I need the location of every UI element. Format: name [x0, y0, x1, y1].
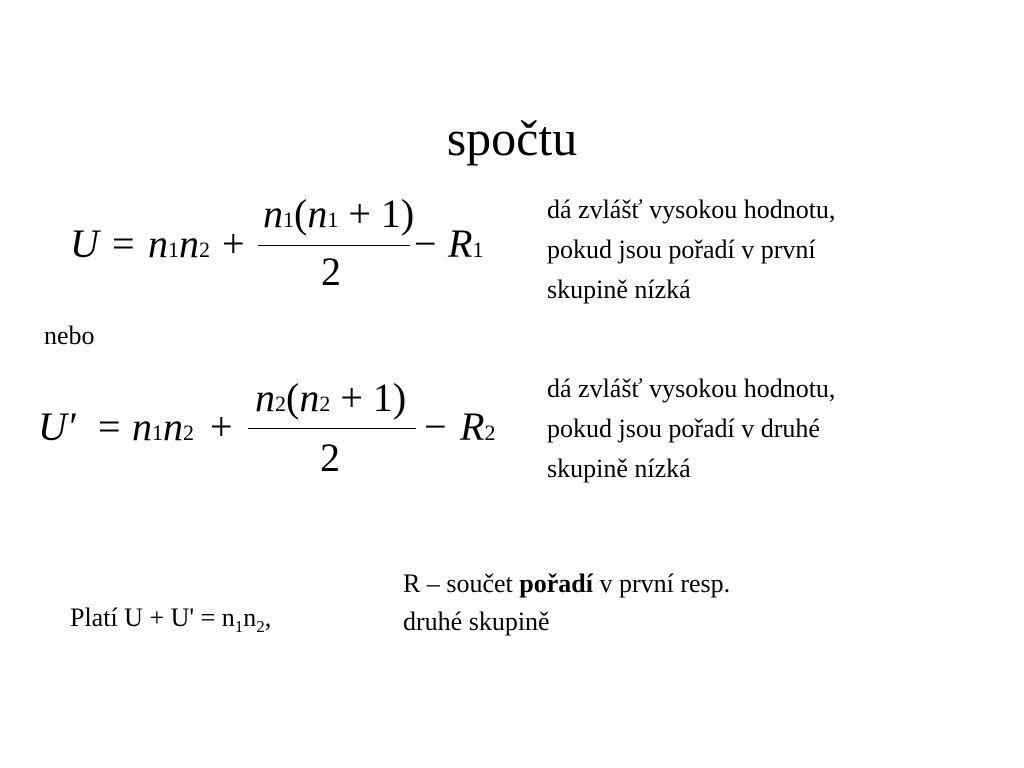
formula-u-prime-n1n2: n1n2	[132, 404, 194, 449]
formula-u-plus: +	[222, 221, 245, 266]
formula-u-prime-r2: R2	[460, 404, 496, 449]
formula-u-eq: =	[112, 221, 135, 266]
formula-u-minus: −	[414, 221, 437, 266]
formula-u-n1n2: n1n2	[148, 221, 210, 266]
formula-u-prime-minus: −	[424, 404, 447, 449]
formula-u-prime-plus: +	[210, 404, 233, 449]
formula-u-denominator: 2	[321, 249, 341, 294]
formula-u-prime: U′	[38, 404, 76, 449]
separator-nebo: nebo	[44, 321, 95, 350]
formula-u-fraction-bar	[258, 245, 410, 246]
formula-u: U	[70, 221, 99, 266]
formula-u-prime-eq: =	[98, 404, 121, 449]
formula-u-numerator: n1(n1 + 1)	[263, 191, 415, 236]
formula-u-prime-denominator: 2	[320, 435, 340, 480]
note-second-group: dá zvlášť vysokou hodnotu, pokud jsou pořadí v druhé skupině nízká	[547, 374, 836, 483]
note-first-group: dá zvlášť vysokou hodnotu, pokud jsou pořadí v první skupině nízká	[547, 195, 836, 304]
formula-u-prime-fraction-bar	[248, 428, 416, 429]
identity-statement: Platí $U + U' = n_1n_2$,	[70, 603, 272, 637]
formula-u-prime-numerator: n2(n2 + 1)	[255, 375, 407, 420]
slide-title: spočtu	[446, 110, 578, 166]
rank-sum-legend: R – součet pořadí v první resp. druhé skupině	[403, 569, 731, 636]
formula-u-r1: R1	[448, 221, 484, 266]
